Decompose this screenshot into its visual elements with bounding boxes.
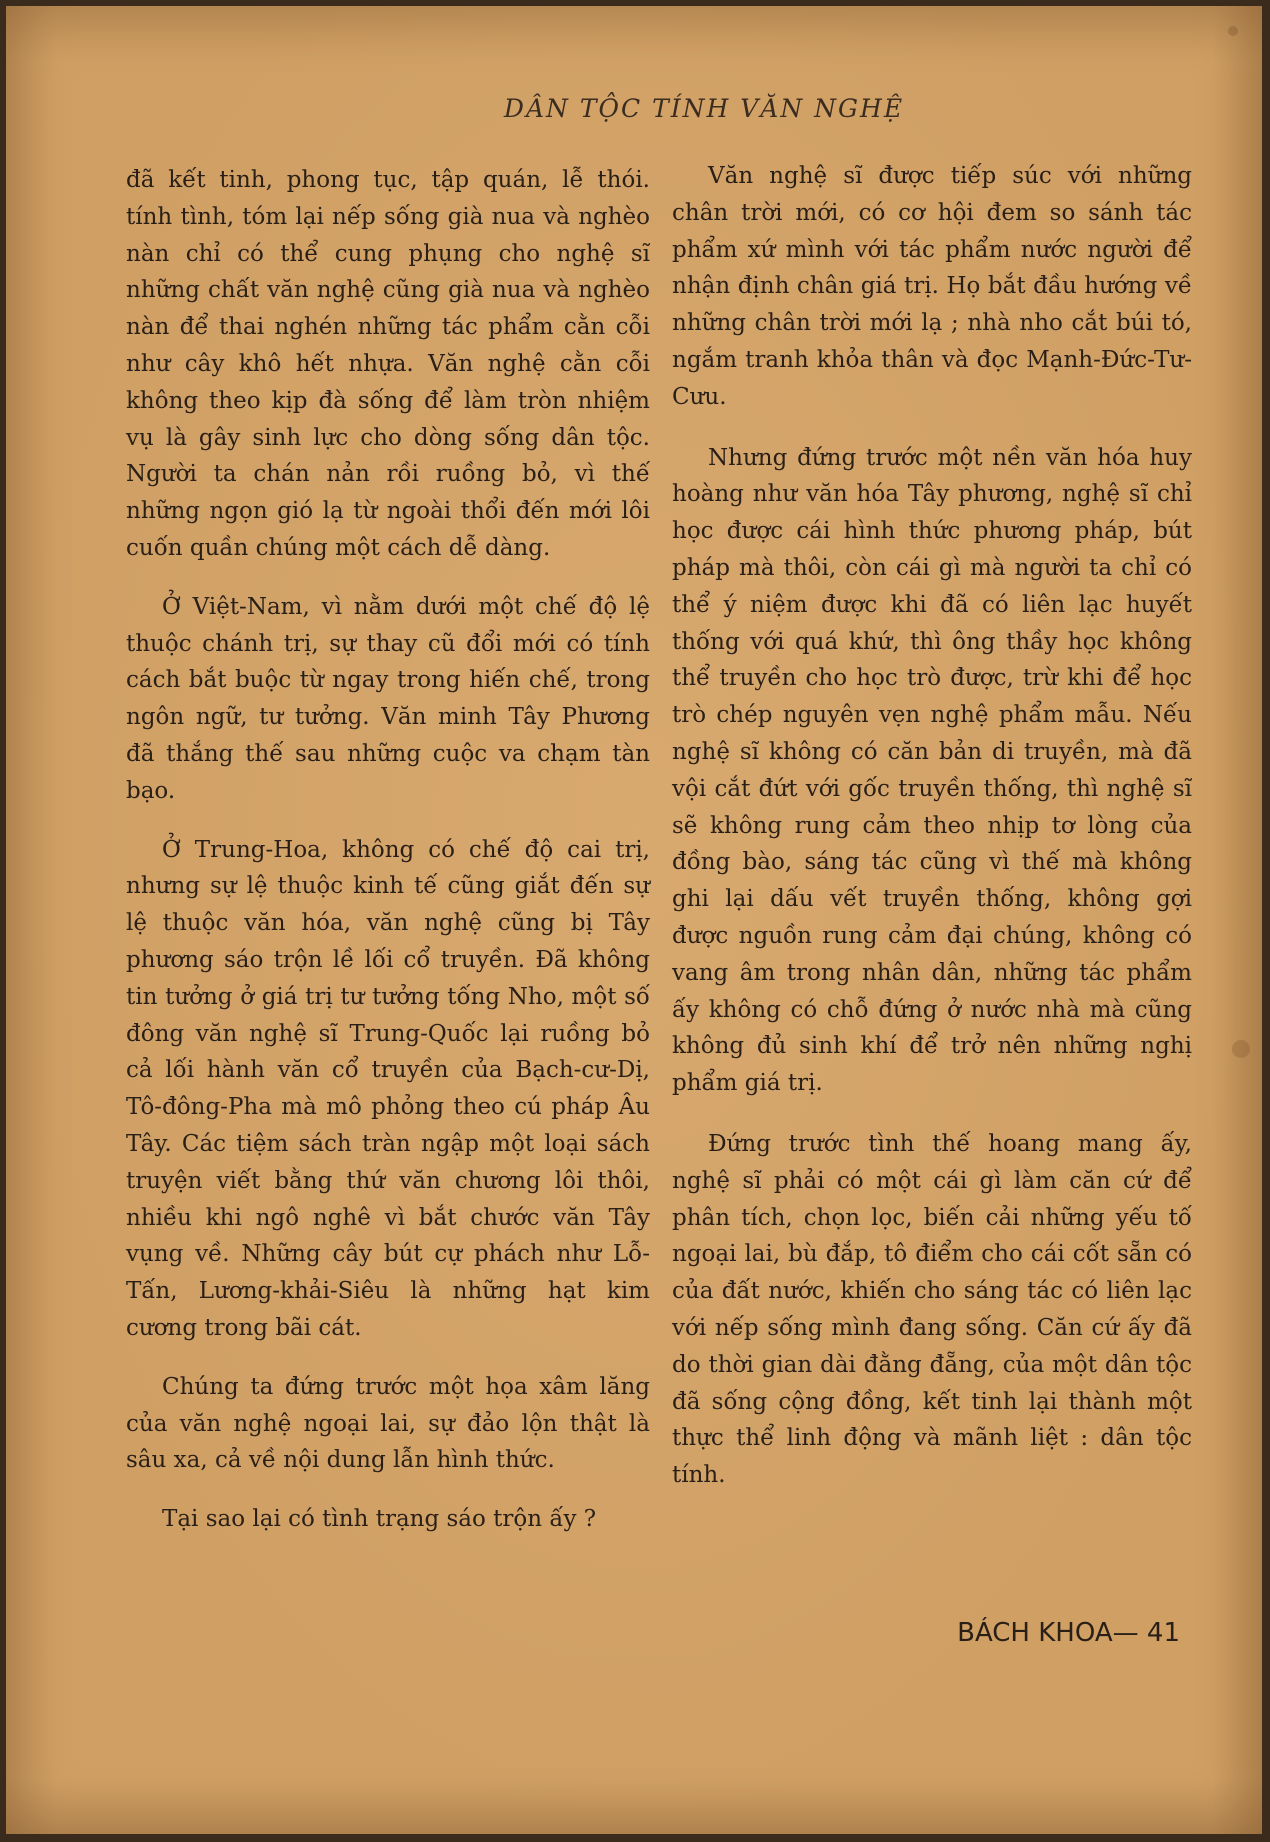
paper-stain [1228, 26, 1238, 36]
paper-stain [1232, 1040, 1250, 1058]
page-folio: BÁCH KHOA— 41 [957, 1618, 1180, 1648]
paragraph: Ở Việt-Nam, vì nằm dưới một chế độ lệ thuộc chánh trị, sự thay cũ đổi mới có tính cách bắt buộc từ ngay trong hiến chế, trong ngôn ngữ, tư tưởng. Văn minh Tây Phương đã thắng thế sau những cuộc va chạm tàn bạo. [126, 593, 650, 804]
paragraph: Đứng trước tình thế hoang mang ấy, nghệ sĩ phải có một cái gì làm căn cứ để phân tích, chọn lọc, biến cải những yếu tố ngoại lai, bù đắp, tô điểm cho cái cốt sẵn có của đất nước, khiến cho sáng tác có liên lạc với nếp sống mình đang sống. Căn cứ ấy đã do thời gian dài đằng đẵng, của một dân tộc đã sống cộng đồng, kết tinh lại thành một thực thể linh động và mãnh liệt : dân tộc tính. [672, 1130, 1192, 1489]
document-page [6, 6, 1262, 1834]
left-column [126, 162, 650, 1560]
paragraph: Văn nghệ sĩ được tiếp súc với những chân trời mới, có cơ hội đem so sánh tác phẩm xứ mình với tác phẩm nước người để nhận định chân giá trị. Họ bắt đầu hướng về những chân trời mới lạ ; nhà nho cắt búi tó, ngắm tranh khỏa thân và đọc Mạnh-Đức-Tư-Cưu. [672, 163, 1192, 410]
paragraph: Nhưng đứng trước một nền văn hóa huy hoàng như văn hóa Tây phương, nghệ sĩ chỉ học được cái hình thức phương pháp, bút pháp mà thôi, còn cái gì mà người ta chỉ có thể ý niệm được khi đã có liên lạc huyết thống với quá khứ, thì ông thầy học không thể truyền cho học trò được, trừ khi để học trò chép nguyên vẹn nghệ phẩm mẫu. Nếu nghệ sĩ không có căn bản di truyền, mà đã vội cắt đứt với gốc truyền thống, thì nghệ sĩ sẽ không rung cảm theo nhịp tơ lòng của đồng bào, sáng tác cũng vì thế mà không ghi lại dấu vết truyền thống, không gợi được nguồn rung cảm đại chúng, không có vang âm trong nhân dân, những tác phẩm ấy không có chỗ đứng ở nước nhà mà cũng không đủ sinh khí để trở nên những nghị phẩm giá trị. [672, 444, 1192, 1097]
paragraph: Chúng ta đứng trước một họa xâm lăng của văn nghệ ngoại lai, sự đảo lộn thật là sâu xa, cả về nội dung lẫn hình thức. [126, 1373, 650, 1474]
right-column [672, 158, 1192, 1518]
paragraph: đã kết tinh, phong tục, tập quán, lễ thói. tính tình, tóm lại nếp sống già nua và nghèo nàn chỉ có thể cung phụng cho nghệ sĩ những chất văn nghệ cũng già nua và nghèo nàn để thai nghén những tác phẩm cằn cỗi như cây khô hết nhựa. Văn nghệ cằn cỗi không theo kịp đà sống để làm tròn nhiệm vụ là gây sinh lực cho dòng sống dân tộc. Người ta chán nản rồi ruồng bỏ, vì thế những ngọn gió lạ từ ngoài thổi đến mới lôi cuốn quần chúng một cách dễ dàng. [126, 167, 650, 561]
paragraph: Ở Trung-Hoa, không có chế độ cai trị, nhưng sự lệ thuộc kinh tế cũng giắt đến sự lệ thuộc văn hóa, văn nghệ cũng bị Tây phương sáo trộn lề lối cổ truyền. Đã không tin tưởng ở giá trị tư tưởng tống Nho, một số đông văn nghệ sĩ Trung-Quốc lại ruồng bỏ cả lối hành văn cổ truyền của Bạch-cư-Dị, Tô-đông-Pha mà mô phỏng theo cú pháp Âu Tây. Các tiệm sách tràn ngập một loại sách truyện viết bằng thứ văn chương lôi thôi, nhiều khi ngô nghê vì bắt chước văn Tây vụng về. Những cây bút cự phách như Lỗ-Tấn, Lương-khải-Siêu là những hạt kim cương trong bãi cát. [126, 836, 650, 1341]
paragraph: Tại sao lại có tình trạng sáo trộn ấy ? [162, 1506, 597, 1533]
running-title: DÂN TỘC TÍNH VĂN NGHỆ [503, 94, 905, 123]
